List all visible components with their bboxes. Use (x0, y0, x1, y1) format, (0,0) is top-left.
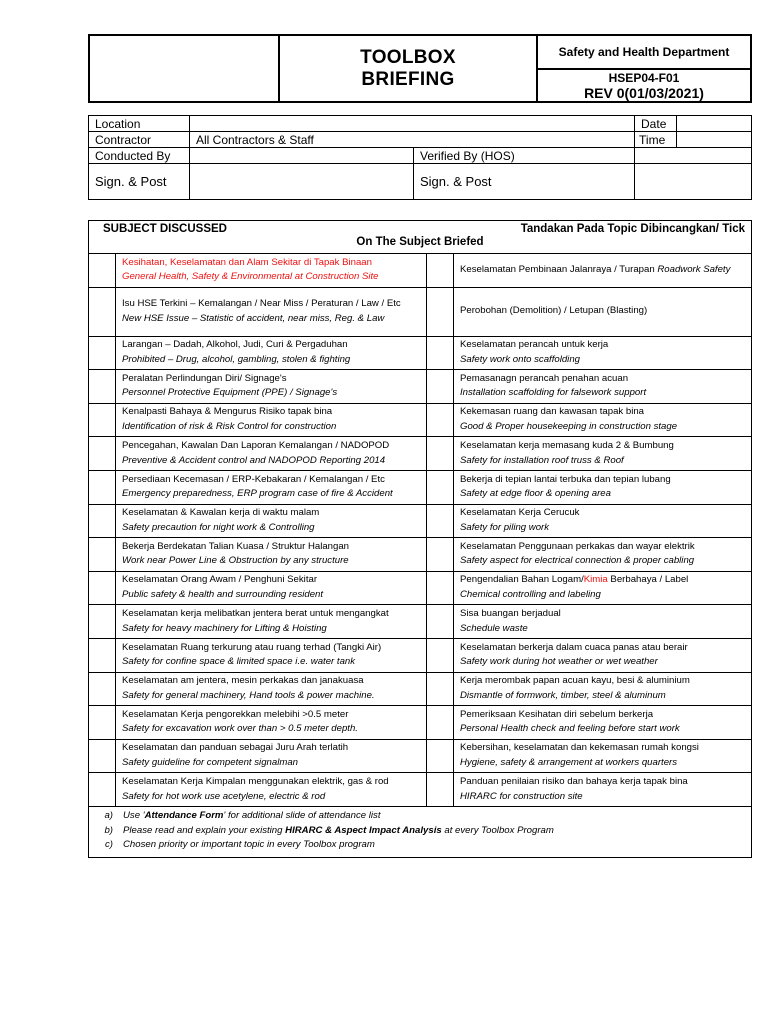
tick-box[interactable] (427, 672, 454, 706)
time-field[interactable] (677, 132, 752, 148)
topic-right: Panduan penilaian risiko dan bahaya kerja tapak bina HIRARC for construction site (454, 773, 752, 807)
tick-box[interactable] (89, 638, 116, 672)
subject-heading (89, 221, 752, 254)
location-label: Location (89, 116, 190, 132)
tick-box[interactable] (89, 571, 116, 605)
topic-row (89, 538, 752, 572)
subject-table (88, 220, 752, 858)
notes (89, 806, 752, 857)
tick-box[interactable] (89, 773, 116, 807)
sign-post-field-right[interactable] (635, 164, 752, 200)
topic-row (89, 254, 752, 288)
tick-box[interactable] (427, 605, 454, 639)
tick-box[interactable] (427, 538, 454, 572)
contractor-field[interactable]: All Contractors & Staff (190, 132, 635, 148)
document-title: TOOLBOX BRIEFING (279, 35, 537, 102)
tick-box[interactable] (89, 336, 116, 370)
topic-right: Kekemasan ruang dan kawasan tapak bina Good & Proper housekeeping in construction stage (454, 403, 752, 437)
document-header (88, 34, 752, 103)
topic-left: Keselamatan Kerja pengorekkan melebihi >0.5 meter Safety for excavation work over than > 0.5 meter depth. (116, 706, 427, 740)
topic-left: Kesihatan, Keselamatan dan Alam Sekitar di Tapak Binaan General Health, Safety & Environmental at Construction Site (116, 254, 427, 288)
subject-heading-left: SUBJECT DISCUSSED (103, 223, 227, 235)
tick-box[interactable] (89, 706, 116, 740)
tick-box[interactable] (89, 370, 116, 404)
tick-box[interactable] (89, 287, 116, 336)
topic-right: Kerja merombak papan acuan kayu, besi & aluminium Dismantle of formwork, timber, steel & aluminum (454, 672, 752, 706)
verified-by-label: Verified By (HOS) (414, 148, 635, 164)
tick-box[interactable] (89, 254, 116, 288)
topic-right: Kebersihan, keselamatan dan kekemasan rumah kongsi Hygiene, safety & arrangement at workers quarters (454, 739, 752, 773)
topic-row (89, 605, 752, 639)
date-label: Date (635, 116, 677, 132)
tick-box[interactable] (427, 437, 454, 471)
tick-box[interactable] (427, 739, 454, 773)
topic-row (89, 336, 752, 370)
topic-row (89, 571, 752, 605)
contractor-label: Contractor (89, 132, 190, 148)
topic-left: Persediaan Kecemasan / ERP-Kebakaran / Kemalangan / Etc Emergency preparedness, ERP program case of fire & Accident (116, 470, 427, 504)
topic-row (89, 287, 752, 336)
topic-left: Keselamatan am jentera, mesin perkakas dan janakuasa Safety for general machinery, Hand tools & power machine. (116, 672, 427, 706)
tick-box[interactable] (89, 437, 116, 471)
topic-left: Bekerja Berdekatan Talian Kuasa / Struktur Halangan Work near Power Line & Obstruction by any structure (116, 538, 427, 572)
topic-left: Keselamatan Orang Awam / Penghuni Sekitar Public safety & health and surrounding resident (116, 571, 427, 605)
topic-right: Pemasanagn perancah penahan acuan Installation scaffolding for falsework support (454, 370, 752, 404)
topic-left: Keselamatan Ruang terkurung atau ruang terhad (Tangki Air) Safety for confine space & limited space i.e. water tank (116, 638, 427, 672)
topic-right: Keselamatan berkerja dalam cuaca panas atau berair Safety work during hot weather or wet weather (454, 638, 752, 672)
topic-right: Keselamatan Kerja Cerucuk Safety for piling work (454, 504, 752, 538)
briefing-info-table (88, 115, 752, 200)
topic-right: Pemeriksaan Kesihatan diri sebelum berkerja Personal Health check and feeling before start work (454, 706, 752, 740)
tick-box[interactable] (427, 571, 454, 605)
topic-left: Keselamatan Kerja Kimpalan menggunakan elektrik, gas & rod Safety for hot work use acetylene, electric & rod (116, 773, 427, 807)
topic-row (89, 773, 752, 807)
topic-right: Perobohan (Demolition) / Letupan (Blasting) (454, 287, 752, 336)
topic-left: Keselamatan kerja melibatkan jentera berat untuk mengangkat Safety for heavy machinery for Lifting & Hoisting (116, 605, 427, 639)
topic-left: Pencegahan, Kawalan Dan Laporan Kemalangan / NADOPOD Preventive & Accident control and NADOPOD Reporting 2014 (116, 437, 427, 471)
date-field[interactable] (677, 116, 752, 132)
topic-right: Keselamatan Penggunaan perkakas dan wayar elektrik Safety aspect for electrical connection & proper cabling (454, 538, 752, 572)
topic-right: Keselamatan kerja memasang kuda 2 & Bumbung Safety for installation roof truss & Roof (454, 437, 752, 471)
doc-code: HSEP04-F01 (608, 70, 680, 85)
tick-box[interactable] (427, 504, 454, 538)
topic-left: Peralatan Perlindungan Diri/ Signage's Personnel Protective Equipment (PPE) / Signage's (116, 370, 427, 404)
conducted-by-field[interactable] (190, 148, 414, 164)
sign-post-label-right: Sign. & Post (414, 164, 635, 200)
topic-right: Pengendalian Bahan Logam/Kimia Berbahaya / Label Chemical controlling and labeling (454, 571, 752, 605)
topic-left: Keselamatan dan panduan sebagai Juru Arah terlatih Safety guideline for competent signalman (116, 739, 427, 773)
tick-box[interactable] (427, 470, 454, 504)
topic-row (89, 437, 752, 471)
department-name: Safety and Health Department (537, 35, 751, 69)
topic-right: Keselamatan Pembinaan Jalanraya / Turapan Roadwork Safety (454, 254, 752, 288)
verified-by-field[interactable] (635, 148, 752, 164)
tick-box[interactable] (427, 370, 454, 404)
revision: REV 0(01/03/2021) (584, 84, 704, 101)
tick-box[interactable] (427, 403, 454, 437)
note-c: c) Chosen priority or important topic in every Toolbox program (105, 839, 375, 851)
tick-box[interactable] (427, 638, 454, 672)
tick-box[interactable] (89, 403, 116, 437)
topic-left: Isu HSE Terkini – Kemalangan / Near Miss / Peraturan / Law / Etc New HSE Issue – Statistic of accident, near miss, Reg. & Law (116, 287, 427, 336)
tick-box[interactable] (427, 254, 454, 288)
topic-row (89, 504, 752, 538)
topic-left: Larangan – Dadah, Alkohol, Judi, Curi & Pergaduhan Prohibited – Drug, alcohol, gambling, stolen & fighting (116, 336, 427, 370)
tick-box[interactable] (427, 336, 454, 370)
tick-box[interactable] (427, 706, 454, 740)
subject-heading-right: Tandakan Pada Topic Dibincangkan/ Tick (520, 223, 745, 235)
tick-box[interactable] (427, 773, 454, 807)
subject-heading-bottom: On The Subject Briefed (356, 236, 484, 248)
topic-row (89, 638, 752, 672)
topic-right: Keselamatan perancah untuk kerja Safety work onto scaffolding (454, 336, 752, 370)
topic-row (89, 672, 752, 706)
topic-row (89, 706, 752, 740)
tick-box[interactable] (89, 672, 116, 706)
tick-box[interactable] (89, 538, 116, 572)
time-label: Time (635, 132, 677, 148)
topic-right: Sisa buangan berjadual Schedule waste (454, 605, 752, 639)
sign-post-label-left: Sign. & Post (89, 164, 190, 200)
topic-row (89, 370, 752, 404)
tick-box[interactable] (89, 470, 116, 504)
tick-box[interactable] (89, 739, 116, 773)
tick-box[interactable] (89, 504, 116, 538)
note-b: b) Please read and explain your existing HIRARC & Aspect Impact Analysis at every Toolbox Program (104, 824, 554, 836)
sign-post-field-left[interactable] (190, 164, 414, 200)
location-field[interactable] (190, 116, 635, 132)
logo-area (89, 35, 279, 102)
doc-code-rev (537, 69, 751, 102)
topic-right: Bekerja di tepian lantai terbuka dan tepian lubang Safety at edge floor & opening area (454, 470, 752, 504)
topic-row (89, 739, 752, 773)
tick-box[interactable] (89, 605, 116, 639)
topic-left: Keselamatan & Kawalan kerja di waktu malam Safety precaution for night work & Controlling (116, 504, 427, 538)
topic-left: Kenalpasti Bahaya & Mengurus Risiko tapak bina Identification of risk & Risk Control for construction (116, 403, 427, 437)
topic-row (89, 403, 752, 437)
conducted-by-label: Conducted By (89, 148, 190, 164)
topic-row (89, 470, 752, 504)
tick-box[interactable] (427, 287, 454, 336)
note-a: a) Use 'Attendance Form' for additional slide of attendance list (104, 809, 381, 821)
